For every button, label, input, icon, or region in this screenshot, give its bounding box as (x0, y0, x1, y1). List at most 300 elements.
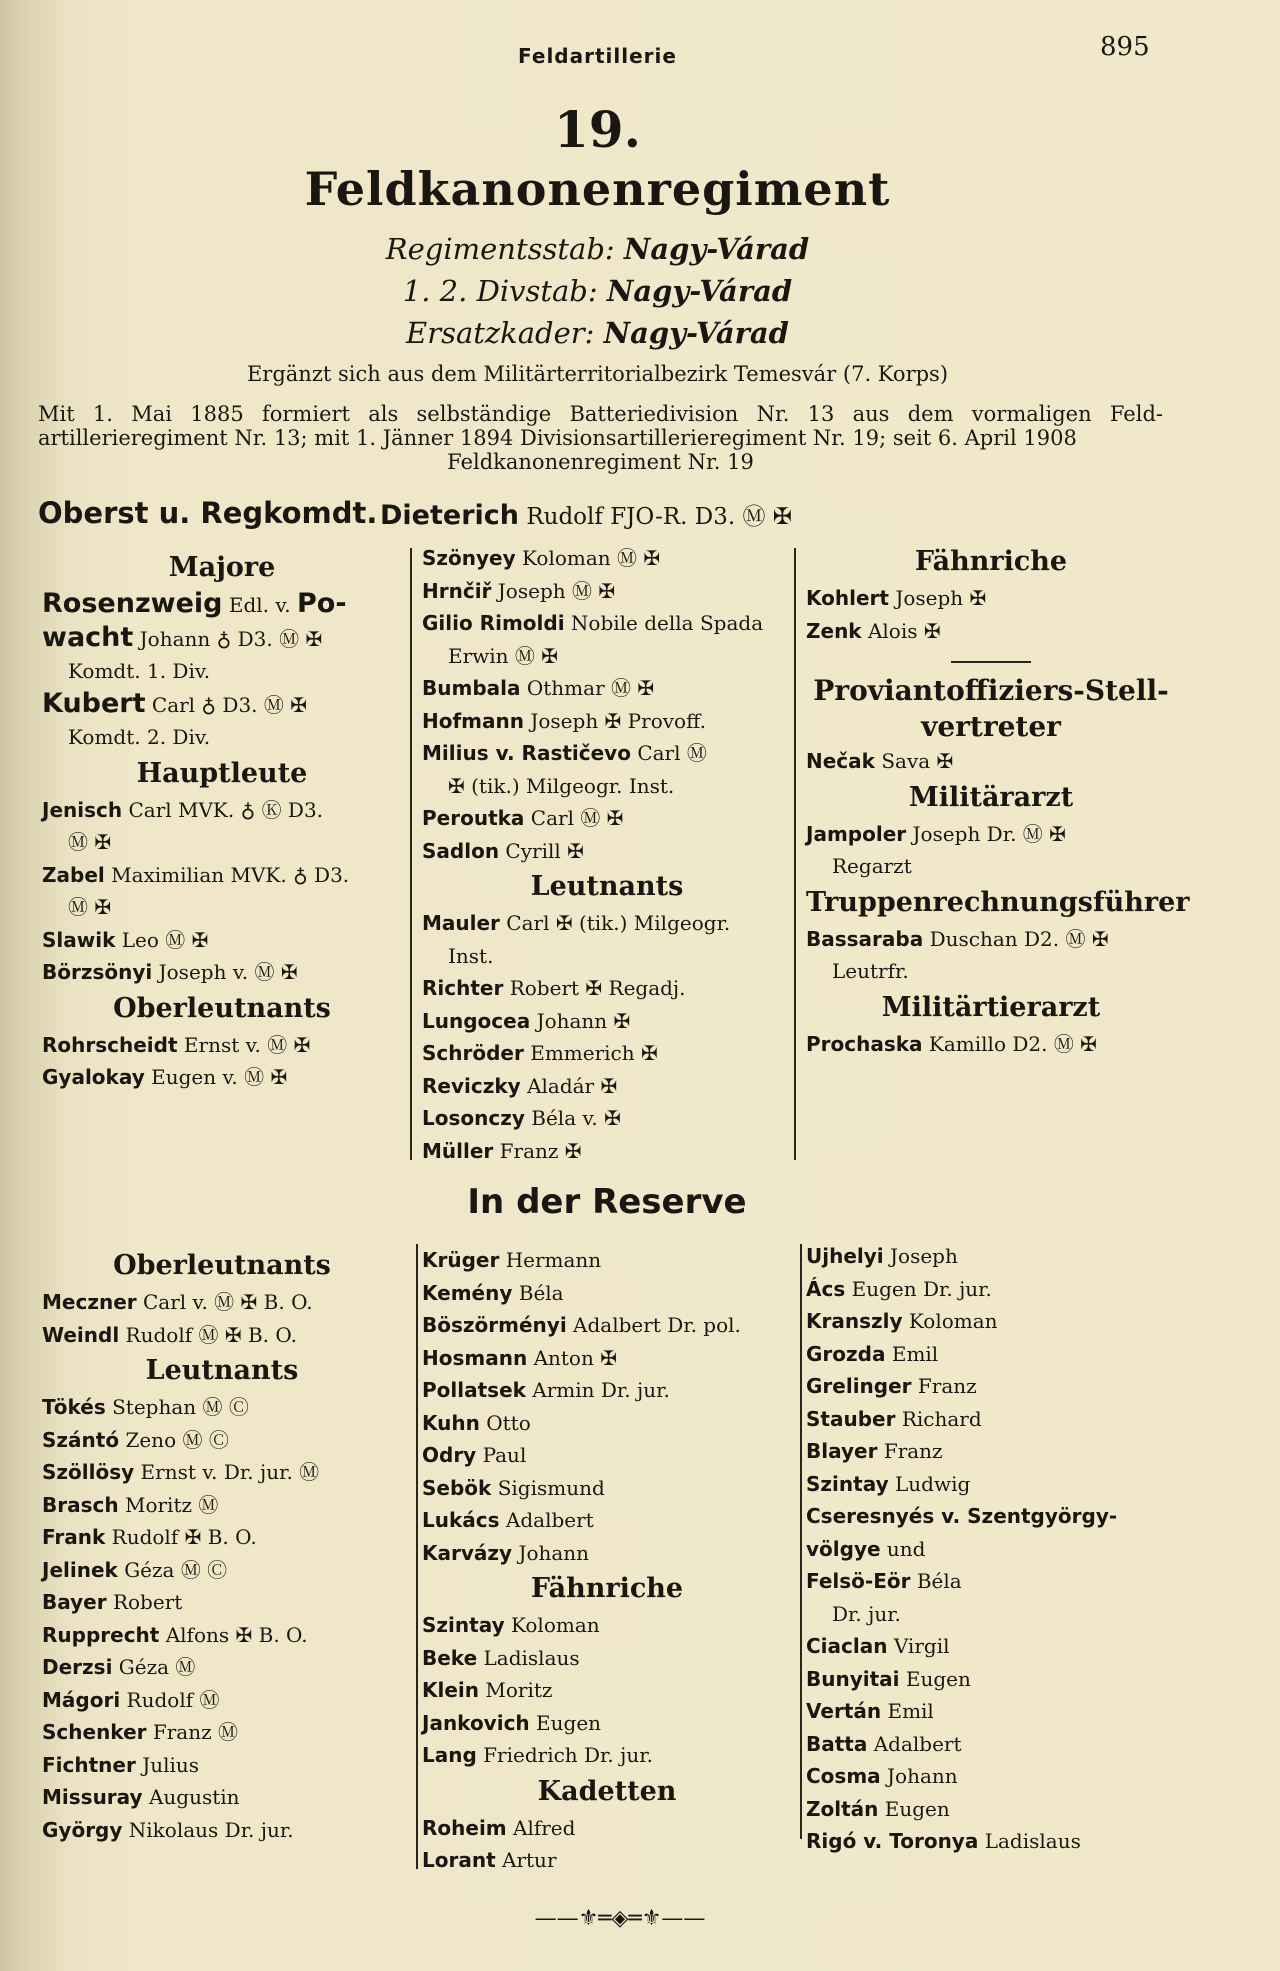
entry-details: Eugen (884, 1796, 950, 1821)
roster-entry (422, 1439, 792, 1472)
commander-name (380, 498, 792, 531)
section-heading: Majore (168, 552, 276, 583)
entry-surname: Meczner (42, 1290, 137, 1314)
roster-entry (806, 615, 1176, 648)
entry-details: und (886, 1536, 926, 1561)
entry-details: Adalbert (505, 1508, 594, 1532)
commander-surname: Dieterich (380, 500, 519, 531)
entry-surname: Jenisch (42, 797, 123, 822)
roster-entry (806, 1695, 1176, 1728)
entry-surname: Richter (422, 976, 504, 1000)
entry-details: Carl Ⓜ ✠ (530, 806, 624, 830)
roster-entry (806, 1338, 1176, 1371)
roster-entry (806, 818, 1176, 851)
entry-details: Ernst v. Dr. jur. Ⓜ (140, 1460, 320, 1484)
entry-details: Maximilian MVK. ♁ D3. (111, 862, 350, 887)
entry-surname: Lorant (422, 1848, 496, 1872)
entry-surname: Frank (42, 1525, 106, 1549)
roster-entry (806, 1565, 1176, 1598)
entry-details: Béla (518, 1280, 564, 1305)
regiment-history (38, 402, 1163, 474)
entry-details: Joseph ✠ (895, 586, 987, 610)
entry-details: Ⓜ ✠ (68, 895, 112, 919)
entry-details: Artur (502, 1848, 557, 1872)
entry-details: Komdt. 2. Div. (68, 725, 211, 749)
commander-details: Rudolf FJO-R. D3. Ⓜ ✠ (526, 504, 793, 530)
roster-entry (806, 1825, 1176, 1858)
entry-surname: Nečak (806, 749, 875, 773)
section-heading: Fähnriche (530, 1573, 684, 1604)
entry-surname: Pollatsek (422, 1378, 526, 1402)
roster-entry (42, 1489, 402, 1522)
entry-details: Anton ✠ (533, 1345, 617, 1370)
entry-details: Sigismund (497, 1475, 605, 1500)
roster-entry (806, 1793, 1176, 1826)
entry-surname: Schenker (42, 1720, 147, 1744)
reserve-column-3 (806, 1240, 1176, 1858)
entry-details: Nikolaus Dr. jur. (128, 1817, 294, 1842)
entry-surname: Bunyitai (806, 1666, 900, 1691)
roster-entry (42, 924, 402, 957)
entry-surname: Szönyey (422, 546, 516, 570)
roster-entry (42, 1554, 402, 1587)
garrison-label: Ersatzkader: (406, 316, 595, 350)
roster-entry (42, 1029, 402, 1062)
entry-surname: Cosma (806, 1764, 881, 1788)
entry-surname: Roheim (422, 1815, 507, 1840)
entry-details: Komdt. 1. Div. (68, 659, 211, 683)
entry-details: Koloman (510, 1613, 600, 1637)
section-heading: Militärtierarzt (881, 991, 1101, 1023)
entry-surname: Cseresnyés v. Szentgyörgy- (806, 1504, 1118, 1528)
entry-details: Robert ✠ Regadj. (509, 976, 686, 1000)
roster-entry (422, 1244, 792, 1277)
entry-surname: Prochaska (806, 1031, 923, 1056)
entry-details: Ernst v. Ⓜ ✠ (183, 1032, 311, 1057)
roster-entry (42, 1286, 402, 1319)
garrison-place: Nagy-Várad (606, 274, 793, 308)
entry-surname: Grelinger (806, 1374, 912, 1398)
entry-details: Rudolf Ⓜ ✠ B. O. (125, 1322, 297, 1347)
roster-entry (422, 1844, 792, 1877)
entry-surname: Müller (422, 1138, 494, 1163)
entry-details: Géza Ⓜ Ⓒ (124, 1557, 228, 1582)
roster-entry (422, 1309, 792, 1342)
entry-surname: Sadlon (422, 838, 500, 863)
section-heading: Truppenrechnungsführer (806, 886, 1190, 918)
entry-details: Friedrich Dr. jur. (483, 1743, 653, 1767)
entry-details: Ⓜ ✠ (68, 830, 112, 854)
entry-surname: Ciaclan (806, 1634, 888, 1658)
roster-entry (422, 1812, 792, 1845)
entry-details: Alfred (513, 1815, 576, 1840)
entry-surname: Rigó v. Toronya (806, 1829, 979, 1853)
roster-entry (42, 1424, 402, 1457)
section-heading: Hauptleute (136, 757, 308, 789)
active-column-2 (422, 542, 792, 1167)
roster-entry (42, 1586, 402, 1619)
entry-details: Johann (887, 1764, 958, 1788)
roster-entry (422, 1504, 792, 1537)
entry-surname: Vertán (806, 1699, 882, 1723)
history-text-end: Feldkanonenregiment Nr. 19 (447, 450, 754, 474)
entry-details: Alfons ✠ B. O. (165, 1622, 308, 1647)
entry-surname: Batta (806, 1731, 868, 1756)
roster-entry (42, 588, 402, 622)
entry-surname: Sebök (422, 1475, 492, 1500)
entry-surname: Felsö-Eör (806, 1569, 911, 1593)
roster-entry (422, 972, 792, 1005)
roster-entry (422, 575, 792, 608)
roster-entry (42, 1814, 402, 1847)
entry-details: Koloman (908, 1309, 998, 1333)
entry-surname: Klein (422, 1678, 480, 1702)
roster-entry (422, 607, 792, 640)
entry-details: Leo Ⓜ ✠ (121, 927, 209, 952)
roster-entry (42, 1619, 402, 1652)
roster-entry (422, 1472, 792, 1505)
entry-details: Eugen Dr. jur. (851, 1276, 992, 1301)
reserve-column-2 (422, 1244, 792, 1877)
entry-details: Julius (142, 1752, 200, 1777)
roster-entry (42, 1749, 402, 1782)
entry-surname: Lang (422, 1743, 477, 1767)
entry-surname: Lukács (422, 1508, 500, 1532)
roster-entry (806, 1760, 1176, 1793)
entry-details: Franz Ⓜ (152, 1720, 238, 1744)
entry-details: Franz (883, 1439, 943, 1463)
entry-surname: Blayer (806, 1439, 878, 1463)
entry-details: Emil (887, 1699, 934, 1723)
entry-continuation (422, 640, 792, 673)
roster-entry (806, 1403, 1176, 1436)
entry-surname: Hofmann (422, 708, 524, 733)
reserve-column-1 (42, 1246, 402, 1846)
entry-details: Regarzt (832, 854, 912, 878)
entry-surname: Jelinek (42, 1557, 118, 1582)
entry-surname: Ujhelyi (806, 1244, 884, 1268)
roster-entry (422, 1407, 792, 1440)
section-rule (951, 661, 1031, 663)
roster-entry (422, 542, 792, 575)
roster-entry (806, 1435, 1176, 1468)
entry-surname: Jankovich (422, 1710, 530, 1735)
roster-entry (806, 1370, 1176, 1403)
entry-details: Edl. v. (228, 593, 291, 617)
roster-entry (422, 1070, 792, 1103)
history-text: Mit 1. Mai 1885 formiert als selbständige Batteriedivision Nr. 13 aus dem vormaligen Feld-artillerieregiment Nr. 13; mit 1. Jänner 1894 Divisionsartillerieregiment Nr. 19; seit 6. April 1908 (38, 402, 1163, 450)
entry-surname: Szintay (422, 1613, 505, 1637)
roster-entry (422, 1005, 792, 1038)
entry-continuation (806, 1598, 1176, 1631)
entry-continuation (42, 826, 402, 859)
entry-surname: Weindl (42, 1322, 120, 1347)
entry-surname: Börzsönyi (42, 960, 153, 984)
roster-entry (806, 1273, 1176, 1306)
roster-entry (42, 956, 402, 989)
entry-surname: Hrnčiř (422, 578, 492, 603)
entry-continuation (42, 655, 402, 688)
roster-entry (422, 1674, 792, 1707)
roster-entry (422, 835, 792, 868)
roster-entry (42, 1651, 402, 1684)
roster-entry (422, 1037, 792, 1070)
entry-details: Cyrill ✠ (505, 838, 584, 863)
entry-details: Kamillo D2. Ⓜ ✠ (928, 1031, 1097, 1056)
entry-surname: Rosenzweig (42, 588, 223, 619)
column-divider (410, 548, 412, 1160)
roster-entry (806, 1533, 1176, 1566)
entry-details: Emmerich ✠ (530, 1041, 658, 1065)
entry-details: Emil (891, 1341, 939, 1366)
entry-surname: Rohrscheidt (42, 1032, 178, 1057)
entry-surname: völgye (806, 1536, 881, 1561)
entry-details: Leutrfr. (832, 959, 909, 983)
roster-entry (422, 1642, 792, 1675)
section-heading: Leutnants (145, 1355, 299, 1386)
roster-entry (42, 1319, 402, 1352)
entry-surname: Odry (422, 1443, 477, 1467)
roster-entry (422, 672, 792, 705)
roster-entry (422, 1342, 792, 1375)
page-number: 895 (1100, 32, 1150, 62)
roster-entry (42, 1061, 402, 1094)
roster-entry (806, 582, 1176, 615)
column-divider (794, 548, 796, 1160)
entry-details: Ladislaus (483, 1645, 580, 1670)
entry-details: Béla (916, 1569, 962, 1593)
section-heading: Kadetten (537, 1775, 677, 1807)
roster-entry (42, 1684, 402, 1717)
entry-details: Johann ♁ D3. Ⓜ ✠ (139, 626, 323, 651)
entry-details: Eugen v. Ⓜ ✠ (151, 1065, 288, 1089)
entry-details: Carl v. Ⓜ ✠ B. O. (143, 1290, 313, 1314)
section-heading: Oberleutnants (113, 1250, 331, 1281)
roster-entry (42, 1716, 402, 1749)
entry-details: Joseph (890, 1244, 958, 1268)
roster-entry (806, 1305, 1176, 1338)
entry-surname: Szöllösy (42, 1460, 135, 1484)
entry-surname: Gilio Rimoldi (422, 611, 565, 635)
entry-details: Paul (482, 1443, 527, 1467)
entry-surname: Losonczy (422, 1106, 525, 1130)
entry-surname: Bassaraba (806, 926, 924, 951)
entry-surname: Szintay (806, 1471, 889, 1496)
entry-surname: Lungocea (422, 1008, 531, 1033)
entry-details: Aladár ✠ (527, 1073, 618, 1098)
entry-surname: Slawik (42, 927, 116, 952)
roster-entry (422, 705, 792, 738)
entry-surname: Tökés (42, 1395, 106, 1419)
roster-entry (806, 1663, 1176, 1696)
entry-details: Franz ✠ (499, 1138, 582, 1163)
entry-details: Ludwig (894, 1471, 971, 1496)
active-column-1 (42, 548, 402, 1094)
entry-surname: Peroutka (422, 806, 525, 830)
entry-details: Moritz Ⓜ (124, 1492, 219, 1517)
entry-surname: Beke (422, 1645, 478, 1670)
entry-details: Joseph Dr. Ⓜ ✠ (912, 821, 1066, 846)
entry-details: Nobile della Spada (570, 611, 764, 635)
entry-details: Inst. (448, 943, 494, 968)
entry-surname: Kemény (422, 1280, 513, 1305)
entry-continuation (42, 891, 402, 924)
roster-entry (422, 1102, 792, 1135)
entry-details: Richard (901, 1406, 982, 1431)
entry-surname: Reviczky (422, 1073, 521, 1098)
entry-details: Joseph ✠ Provoff. (530, 708, 706, 733)
roster-entry (42, 622, 402, 656)
garrison-place: Nagy-Várad (603, 316, 789, 350)
roster-entry (42, 1391, 402, 1424)
entry-surname: Gyalokay (42, 1065, 145, 1089)
entry-details: Adalbert Dr. pol. (573, 1313, 741, 1337)
regiment-title: Feldkanonenregiment (304, 162, 891, 216)
active-column-3 (806, 542, 1190, 1060)
entry-details: Ladislaus (984, 1829, 1081, 1853)
entry-surname: Kranszly (806, 1309, 903, 1333)
entry-details: Carl ♁ D3. Ⓜ ✠ (151, 692, 307, 717)
roster-entry (422, 1537, 792, 1570)
entry-details: Eugen (905, 1666, 971, 1691)
running-head: Feldartillerie (518, 44, 677, 68)
roster-entry (422, 1374, 792, 1407)
roster-entry (42, 688, 402, 722)
entry-continuation (422, 770, 792, 803)
entry-surname: Zabel (42, 862, 105, 887)
entry-surname: Bumbala (422, 676, 521, 700)
entry-details: Joseph Ⓜ ✠ (497, 578, 616, 603)
entry-details: Eugen (536, 1710, 602, 1735)
entry-details: Hermann (505, 1248, 602, 1272)
roster-entry (42, 1781, 402, 1814)
garrison-label: Regimentsstab: (385, 232, 615, 266)
entry-surname: Krüger (422, 1248, 500, 1272)
reserve-heading: In der Reserve (467, 1182, 747, 1222)
entry-surname: Mágori (42, 1687, 121, 1712)
entry-details: Stephan Ⓜ Ⓒ (112, 1395, 249, 1419)
entry-surname: Derzsi (42, 1655, 113, 1679)
recruitment-note: Ergänzt sich aus dem Militärterritorialbezirk Temesvár (7. Korps) (246, 362, 949, 386)
roster-entry (806, 1468, 1176, 1501)
entry-details: Béla v. ✠ (531, 1106, 621, 1130)
roster-entry (422, 907, 792, 940)
entry-details: Johann (518, 1540, 590, 1565)
roster-entry (422, 737, 792, 770)
roster-entry (806, 745, 1176, 778)
entry-details: Koloman Ⓜ ✠ (522, 546, 661, 570)
entry-details: Otto (486, 1410, 531, 1435)
entry-details: Moritz (485, 1678, 553, 1702)
entry-details: Augustin (148, 1785, 240, 1809)
commander-rank: Oberst u. Regkomdt. (38, 496, 378, 530)
entry-details: Sava ✠ (881, 749, 954, 773)
entry-continuation (806, 850, 1176, 883)
entry-surname: Karvázy (422, 1540, 513, 1565)
section-heading: Proviantoffiziers-Stell-vertreter (813, 674, 1169, 743)
roster-entry (422, 802, 792, 835)
roster-entry (42, 859, 402, 892)
section-heading: Oberleutnants (113, 992, 331, 1024)
entry-surname: Szántó (42, 1427, 120, 1452)
entry-details: Alois ✠ (867, 618, 941, 643)
entry-surname: Mauler (422, 911, 500, 935)
entry-surname-hyphen: Po- (297, 588, 347, 619)
entry-surname: Böszörményi (422, 1313, 567, 1337)
entry-surname: Milius v. Rastičevo (422, 741, 631, 765)
entry-details: Johann ✠ (536, 1008, 631, 1033)
entry-surname: Kohlert (806, 586, 889, 610)
entry-details: Virgil (893, 1634, 950, 1658)
entry-surname: Fichtner (42, 1752, 136, 1777)
entry-surname: Jampoler (806, 821, 907, 846)
entry-surname: Zoltán (806, 1796, 879, 1821)
section-heading: Militärarzt (908, 781, 1074, 813)
roster-entry (422, 1277, 792, 1310)
entry-surname: Bayer (42, 1590, 107, 1614)
entry-details: Erwin Ⓜ ✠ (448, 643, 559, 668)
roster-entry (806, 1240, 1176, 1273)
entry-surname: Kuhn (422, 1410, 480, 1435)
garrison-label: 1. 2. Divstab: (402, 274, 598, 308)
entry-details: Rudolf ✠ B. O. (111, 1525, 257, 1549)
entry-surname: Hosmann (422, 1345, 528, 1370)
roster-entry (422, 1739, 792, 1772)
end-ornament: ——⚜═◈═⚜—— (534, 1906, 706, 1931)
garrison-line (0, 232, 1195, 266)
roster-entry (42, 794, 402, 827)
entry-surname: Schröder (422, 1041, 524, 1065)
entry-surname: Stauber (806, 1406, 896, 1431)
entry-details: Robert (112, 1590, 183, 1614)
column-divider (416, 1244, 418, 1869)
section-heading: Leutnants (530, 871, 684, 902)
entry-continuation (422, 940, 792, 973)
entry-details: Géza Ⓜ (118, 1655, 196, 1679)
roster-entry (42, 1521, 402, 1554)
garrison-line (0, 274, 1195, 308)
entry-surname: Ács (806, 1276, 846, 1301)
entry-continuation (806, 955, 1176, 988)
regiment-number: 19. (554, 100, 641, 159)
section-heading: Fähnriche (914, 546, 1068, 577)
entry-surname: Zenk (806, 618, 862, 643)
roster-entry (806, 1500, 1176, 1533)
roster-entry (42, 1456, 402, 1489)
entry-details: Joseph v. Ⓜ ✠ (158, 960, 298, 984)
entry-details: Othmar Ⓜ ✠ (526, 676, 655, 700)
entry-details: Duschan D2. Ⓜ ✠ (929, 926, 1109, 951)
entry-surname: György (42, 1817, 123, 1842)
entry-surname: Kubert (42, 687, 146, 719)
entry-details: Adalbert (873, 1731, 962, 1756)
garrison-place: Nagy-Várad (623, 232, 810, 266)
roster-entry (422, 1609, 792, 1642)
roster-entry (806, 923, 1176, 956)
roster-entry (806, 1728, 1176, 1761)
garrison-line (0, 316, 1195, 350)
entry-details: Rudolf Ⓜ (126, 1687, 220, 1712)
entry-surname: wacht (42, 621, 134, 653)
column-divider (800, 1244, 802, 1839)
entry-surname: Grozda (806, 1341, 886, 1366)
entry-surname: Rupprecht (42, 1622, 160, 1647)
roster-entry (806, 1028, 1176, 1061)
entry-details: Carl ✠ (tik.) Milgeogr. (506, 911, 731, 935)
roster-entry (806, 1630, 1176, 1663)
entry-details: ✠ (tik.) Milgeogr. Inst. (448, 773, 675, 798)
entry-details: Armin Dr. jur. (532, 1378, 670, 1402)
